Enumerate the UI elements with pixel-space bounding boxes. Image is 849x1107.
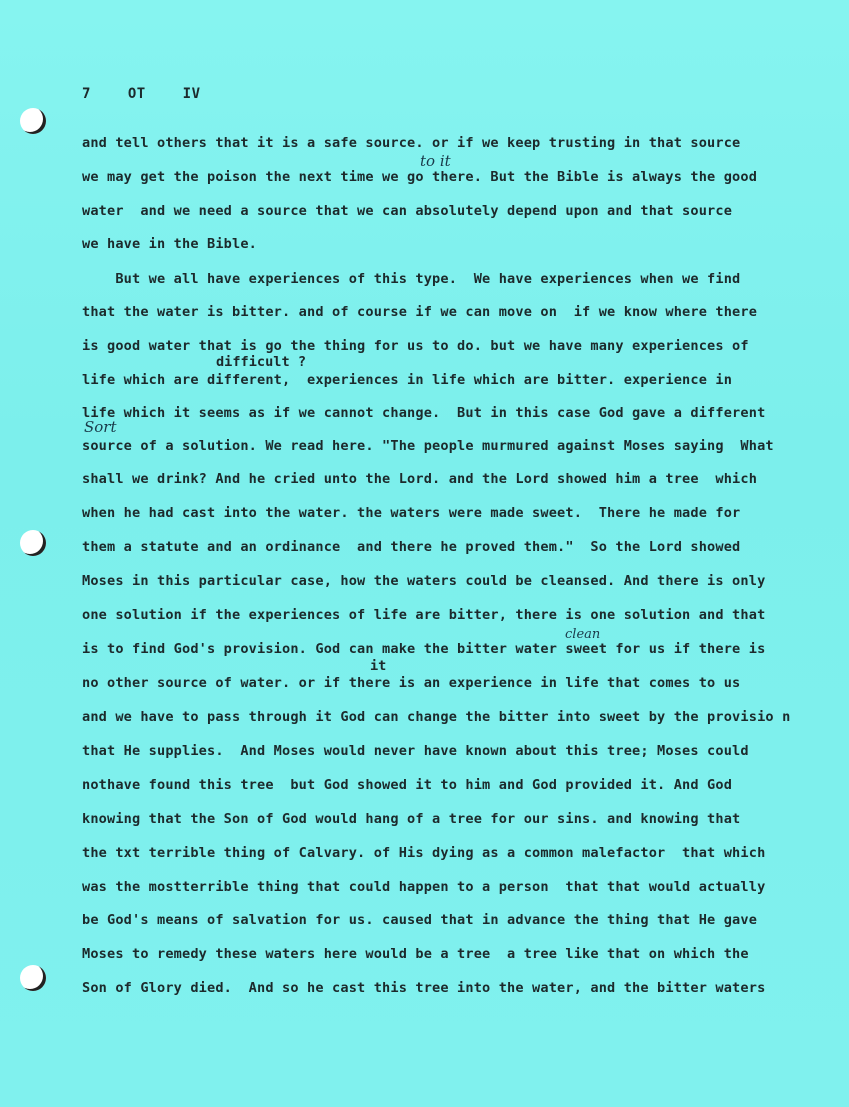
text-line: Son of Glory died. And so he cast this tree into the water, and the bitter waters bbox=[82, 980, 766, 996]
text-line: water and we need a source that we can absolutely depend upon and that source bbox=[82, 203, 733, 219]
text-line: life which it seems as if we cannot change. But in this case God gave a different bbox=[82, 405, 766, 421]
text-line: But we all have experiences of this type. We have experiences when we find bbox=[82, 271, 741, 287]
page-header bbox=[82, 86, 229, 102]
text-line: was the mostterrible thing that could happen to a person that that would actually bbox=[82, 879, 766, 895]
text-line: life which are different, experiences in life which are bitter. experience in bbox=[82, 372, 733, 388]
text-line: that the water is bitter. and of course if we can move on if we know where there bbox=[82, 304, 758, 320]
text-line: we may get the poison the next time we go there. But the Bible is always the good bbox=[82, 169, 758, 185]
typed-insertion-it: it bbox=[370, 658, 387, 674]
text-line: no other source of water. or if there is an experience in life that comes to us bbox=[82, 675, 741, 691]
text-line: them a statute and an ordinance and there he proved them." So the Lord showed bbox=[82, 539, 741, 555]
typed-insertion-difficult: difficult ? bbox=[216, 354, 307, 370]
section-code: OT bbox=[127, 86, 146, 102]
text-line: shall we drink? And he cried unto the Lord. and the Lord showed him a tree which bbox=[82, 471, 758, 487]
text-line: that He supplies. And Moses would never have known about this tree; Moses could bbox=[82, 743, 749, 759]
handwritten-note-to-it: to it bbox=[420, 152, 451, 170]
text-line: Moses in this particular case, how the waters could be cleansed. And there is only bbox=[82, 573, 766, 589]
punch-hole bbox=[20, 108, 46, 134]
text-line: is good water that is go the thing for us to do. but we have many experiences of bbox=[82, 338, 749, 354]
text-line: Moses to remedy these waters here would be a tree a tree like that on which the bbox=[82, 946, 749, 962]
text-line: we have in the Bible. bbox=[82, 236, 258, 252]
handwritten-note-sort: Sort bbox=[84, 418, 117, 436]
punch-hole bbox=[20, 965, 46, 991]
page-number: 7 bbox=[82, 86, 91, 102]
part-number: IV bbox=[182, 86, 201, 102]
text-line: nothave found this tree but God showed it to him and God provided it. And God bbox=[82, 777, 733, 793]
text-line: and we have to pass through it God can change the bitter into sweet by the provisio n bbox=[82, 709, 791, 725]
text-line: knowing that the Son of God would hang of a tree for our sins. and knowing that bbox=[82, 811, 741, 827]
punch-hole bbox=[20, 530, 46, 556]
text-line: the txt terrible thing of Calvary. of His dying as a common malefactor that which bbox=[82, 845, 766, 861]
text-line: one solution if the experiences of life are bitter, there is one solution and that bbox=[82, 607, 766, 623]
text-line: source of a solution. We read here. "The people murmured against Moses saying What bbox=[82, 438, 774, 454]
handwritten-note-clean: clean bbox=[565, 627, 601, 642]
text-line: be God's means of salvation for us. caused that in advance the thing that He gave bbox=[82, 912, 758, 928]
text-line: and tell others that it is a safe source. or if we keep trusting in that source bbox=[82, 135, 741, 151]
text-line: is to find God's provision. God can make the bitter water sweet for us if there is bbox=[82, 641, 766, 657]
text-line: when he had cast into the water. the waters were made sweet. There he made for bbox=[82, 505, 741, 521]
